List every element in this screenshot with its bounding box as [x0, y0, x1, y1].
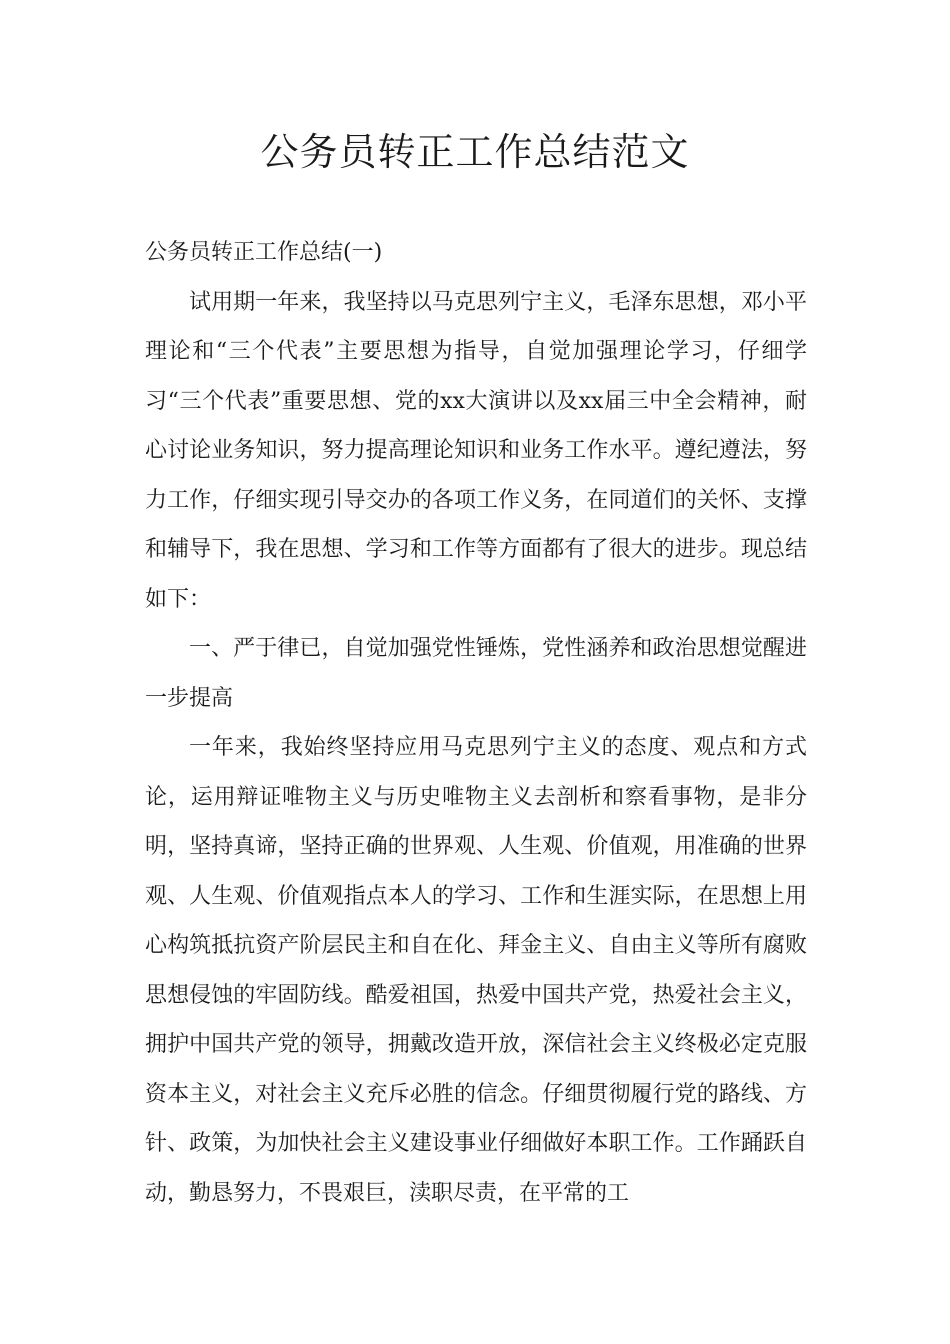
section-subtitle: 公务员转正工作总结(一) [145, 240, 383, 265]
paragraph-body-1: 一年来，我始终坚持应用马克思列宁主义的态度、观点和方式论，运用辩证唯物主义与历史唯物主义去剖析和察看事物，是非分明，坚持真谛，坚持正确的世界观、人生观、价值观，用准确的世界观、人生观、价值观指点本人的学习、工作和生涯实际，在思想上用心构筑抵抗资产阶层民主和自在化、拜金主义、自由主义等所有腐败思想侵蚀的牢固防线。酷爱祖国，热爱中国共产党，热爱社会主义，拥护中国共产党的领导，拥戴改造开放，深信社会主义终极必定克服资本主义，对社会主义充斥必胜的信念。仔细贯彻履行党的路线、方针、政策，为加快社会主义建设事业仔细做好本职工作。工作踊跃自动，勤恳努力，不畏艰巨，渎职尽责，在平常的工 [145, 735, 807, 1206]
paragraph-heading-1: 一、严于律已，自觉加强党性锤炼，党性涵养和政治思想觉醒进一步提高 [145, 636, 807, 711]
paragraph-intro: 试用期一年来，我坚持以马克思列宁主义，毛泽东思想，邓小平理论和“三个代表”主要思想为指导，自觉加强理论学习，仔细学习“三个代表”重要思想、党的xx大演讲以及xx届三中全会精神，耐心讨论业务知识，努力提高理论知识和业务工作水平。遵纪遵法，努力工作，仔细实现引导交办的各项工作义务，在同道们的关怀、支撑和辅导下，我在思想、学习和工作等方面都有了很大的进步。现总结如下： [145, 289, 807, 612]
document-title: 公务员转正工作总结范文 [260, 130, 690, 174]
document-body [145, 228, 807, 1218]
